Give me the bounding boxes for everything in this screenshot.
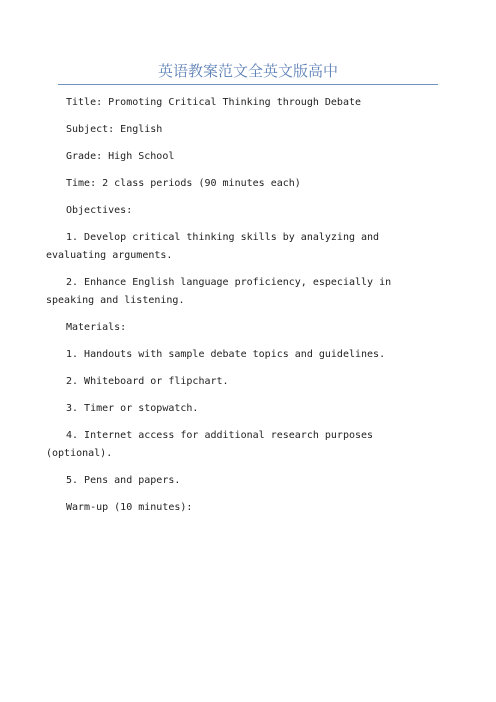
lesson-title: Title: Promoting Critical Thinking through Debate — [66, 97, 362, 108]
document-header-title: 英语教案范文全英文版高中 — [157, 62, 338, 80]
objectives-heading: Objectives: — [66, 205, 133, 216]
material-item: 1. Handouts with sample debate topics and guidelines. — [66, 349, 386, 360]
material-item: 2. Whiteboard or flipchart. — [66, 376, 229, 387]
materials-heading: Materials: — [66, 322, 127, 333]
lesson-time: Time: 2 class periods (90 minutes each) — [66, 178, 301, 189]
objective-item: 2. Enhance English language proficiency, especially in speaking and listening. — [46, 277, 398, 306]
objective-item: 1. Develop critical thinking skills by analyzing and evaluating arguments. — [46, 232, 386, 261]
material-item: 3. Timer or stopwatch. — [66, 403, 199, 414]
document-body — [46, 94, 438, 526]
lesson-subject: Subject: English — [66, 124, 163, 135]
material-item: 4. Internet access for additional research purposes (optional). — [46, 430, 380, 459]
header-divider — [58, 84, 438, 85]
material-item: 5. Pens and papers. — [66, 475, 181, 486]
warmup-heading: Warm-up (10 minutes): — [66, 502, 193, 513]
lesson-grade: Grade: High School — [66, 151, 175, 162]
